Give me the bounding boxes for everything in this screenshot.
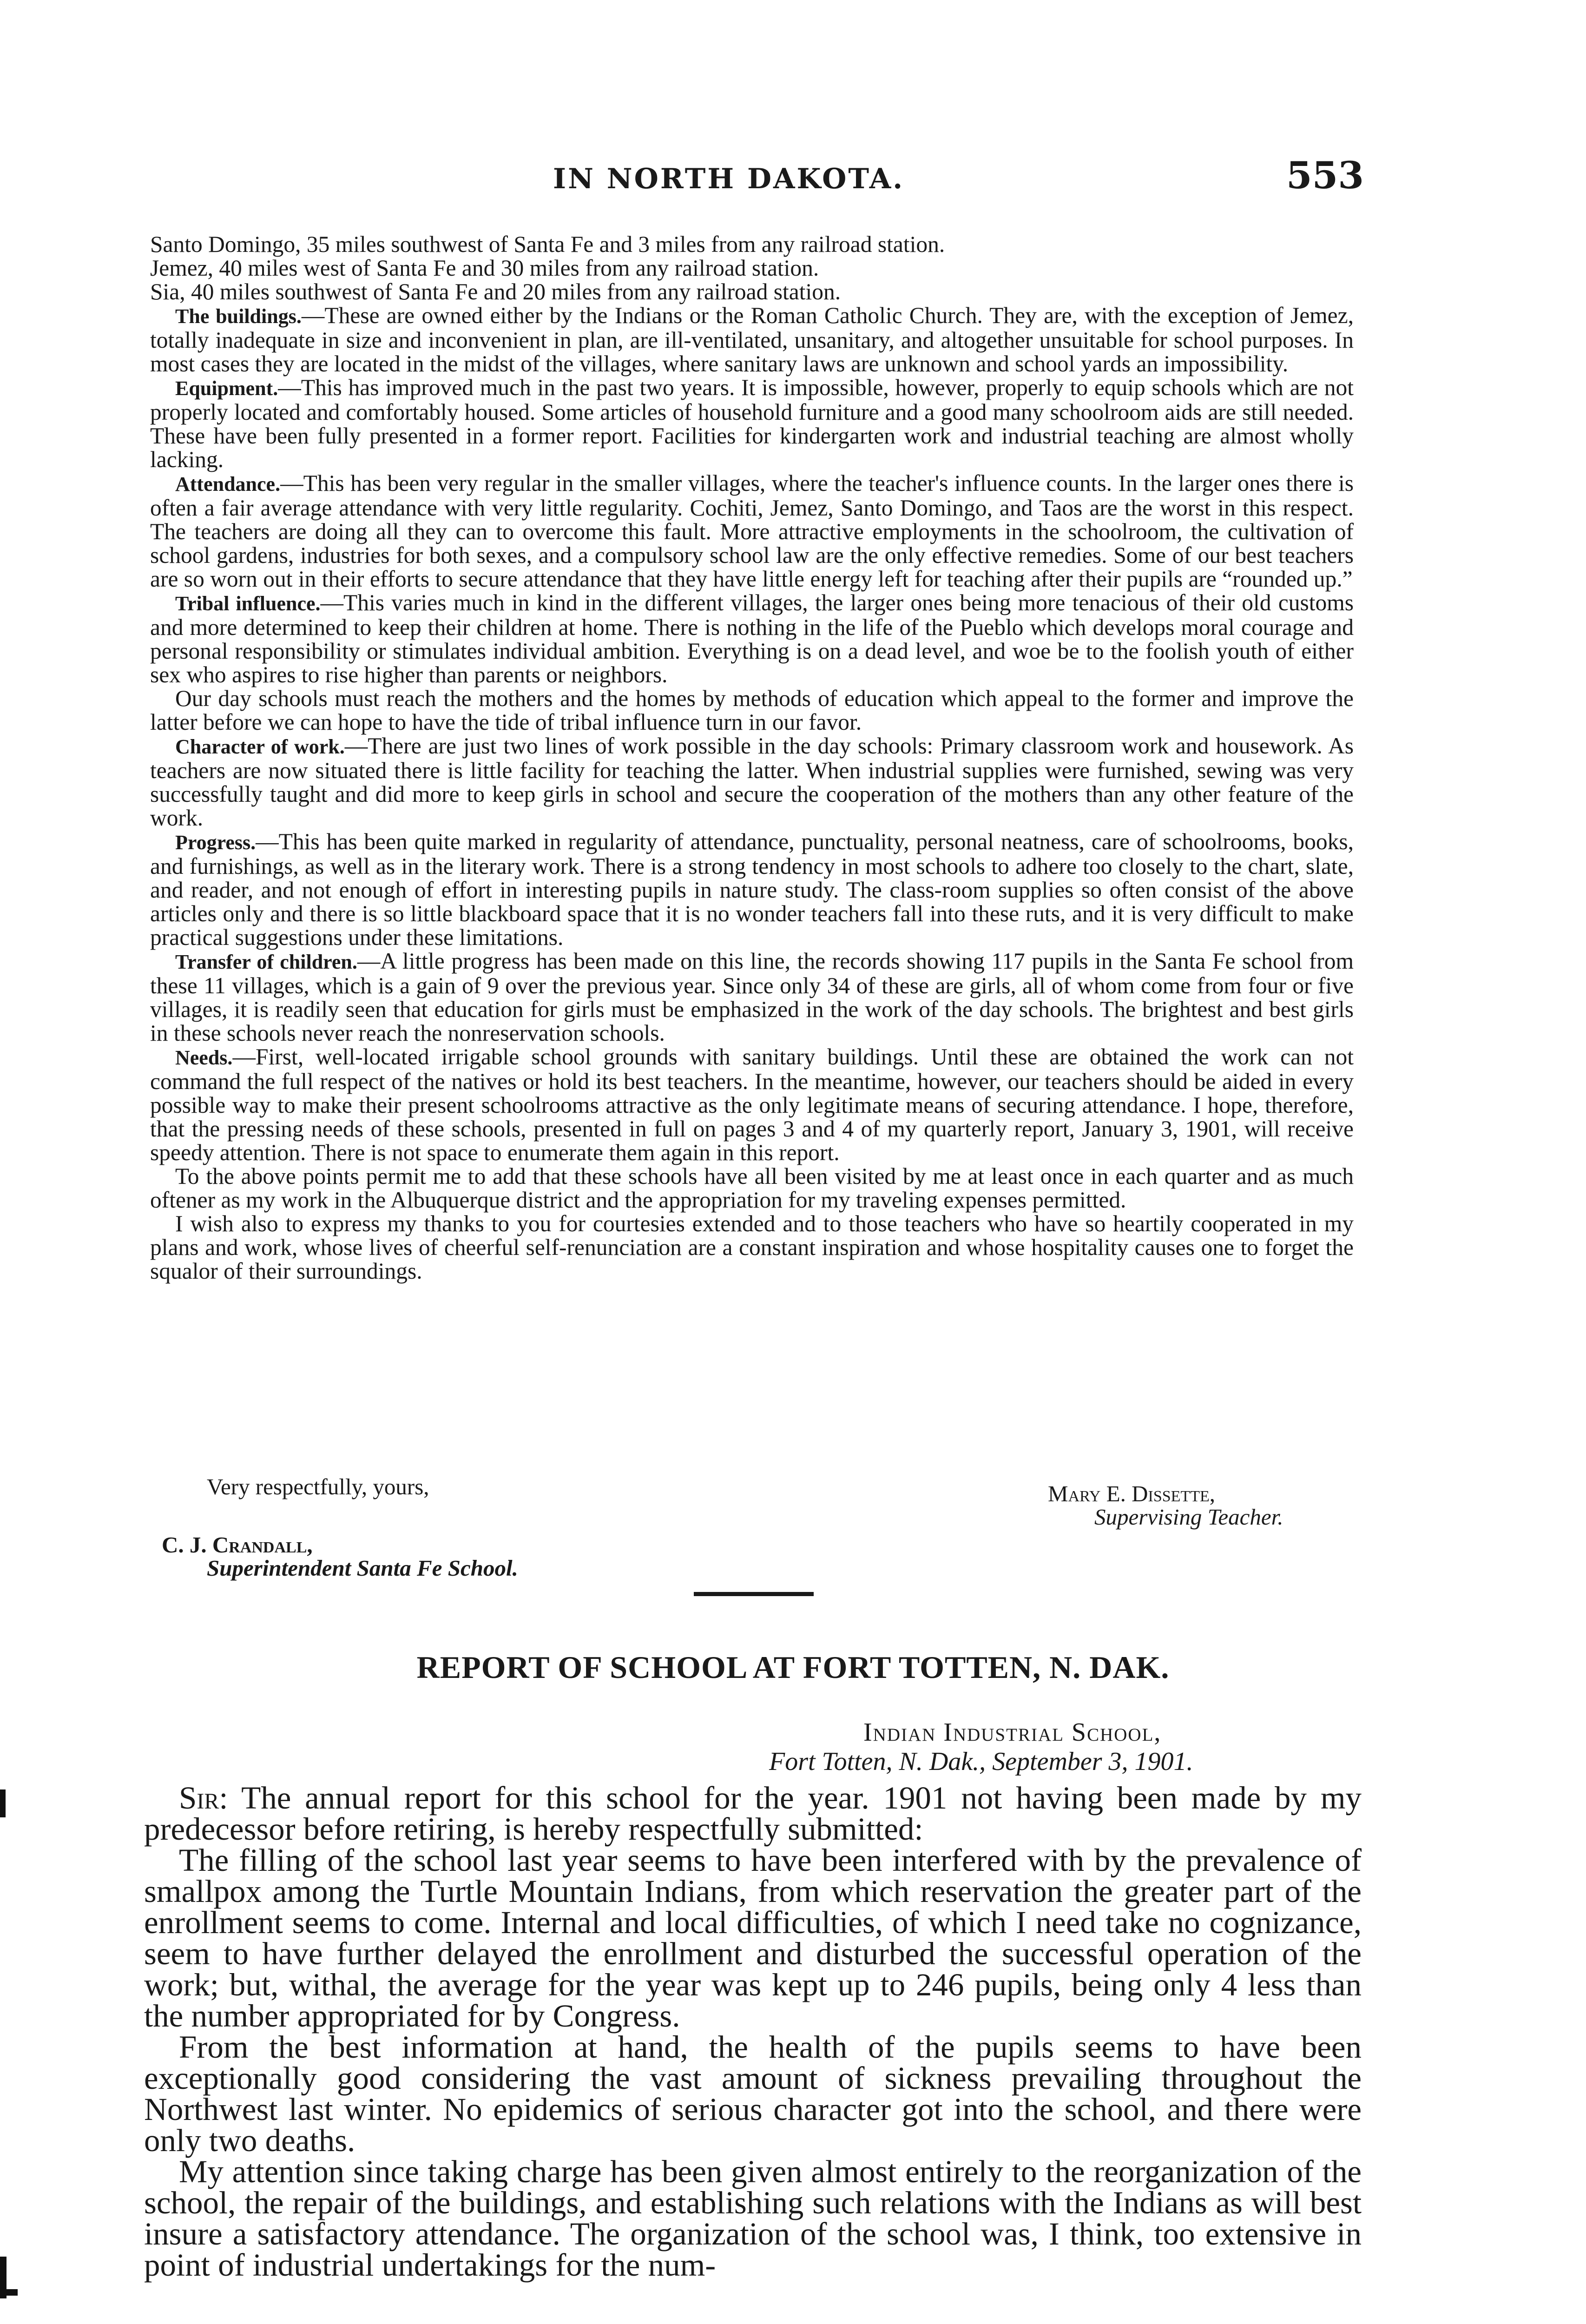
paragraph-transfer: [150, 949, 1354, 1045]
page-number: 553: [1286, 153, 1364, 197]
subheading: Character of work.: [175, 735, 345, 758]
paragraph-text: —This has been quite marked in regularity of attendance, punctuality, personal neatness, care of schoolrooms, books, and furnishings, as well as in the literary work. There is a strong tendency in most schools to adhere too closely to the chart, slate, and reader, and not enough of effort in interesting pupils in nature study. The class-room supplies so often consist of the above articles only and there is so little blackboard space that it is no wonder teachers fall into these ruts, and it is very difficult to make practical suggestions under these limitations.: [150, 829, 1354, 950]
signer-title: Supervising Teacher.: [1094, 1504, 1283, 1530]
village-line: Jemez, 40 miles west of Santa Fe and 30 miles from any railroad station.: [150, 255, 819, 281]
paragraph-above-points: To the above points permit me to add that these schools have all been visited by me at least once in each quarter and as much oftener as my work in the Albuquerque district and the appropriation for my traveling expenses permitted.: [150, 1163, 1354, 1213]
paragraph-text: —This has improved much in the past two years. It is impossible, however, properly to equip schools which are not properly located and comfortably housed. Some articles of household furniture and a good many schoolroom aids are still needed. These have been fully presented in a former report. Facilities for kindergarten work and industrial teaching are almost wholly lacking.: [150, 375, 1354, 472]
subheading: Attendance.: [175, 473, 281, 495]
paragraph-text: —This varies much in kind in the different villages, the larger ones being more tenacious of their old customs and more determined to keep their children at home. There is nothing in the life of the Pueblo which develops moral courage and personal responsibility or stimulates individual ambition. Everything is on a dead level, and woe be to the foolish youth of either sex who aspires to rise higher than parents or neighbors.: [150, 590, 1354, 687]
running-head-title: IN NORTH DAKOTA.: [553, 163, 905, 195]
subheading: Transfer of children.: [175, 951, 357, 973]
margin-scan-mark: [0, 2289, 18, 2296]
paragraph-text: —There are just two lines of work possible in the day schools: Primary classroom work and housework. As teachers are now situated there is little facility for teaching the latter. When industrial supplies were furnished, sewing was very successfully taught and did more to keep girls in school and secure the cooperation of the mothers than any other feature of the work.: [150, 733, 1354, 831]
addressee-name: C. J. Crandall,: [162, 1532, 313, 1558]
paragraph-text: —First, well-located irrigable school grounds with sanitary buildings. Until these are obtained the work can not command the full respect of the natives or hold its best teachers. In the meantime, however, our teachers should be aided in every possible way to make their present schoolrooms attractive as the only legitimate means of securing attendance. I hope, therefore, that the pressing needs of these schools, presented in full on pages 3 and 4 of my quarterly report, January 3, 1901, will receive speedy attention. There is not space to enumerate them again in this report.: [150, 1044, 1354, 1165]
running-head: [0, 153, 1586, 200]
dateline-organization: Indian Industrial School,: [863, 1718, 1162, 1747]
paragraph-text: —A little progress has been made on this line, the records showing 117 pupils in the Santa Fe school from these 11 villages, which is a gain of 9 over the previous year. Since only 34 of these are girls, all of whom come from four or five villages, it is readily seen that education for girls must be emphasized in the work of the day schools. The brightest and best girls in these schools never reach the nonreservation schools.: [150, 948, 1354, 1046]
subheading: Progress.: [175, 831, 256, 854]
signer-name: Mary E. Dissette,: [1048, 1481, 1216, 1506]
paragraph-equipment: [150, 376, 1354, 471]
addressee-title: Superintendent Santa Fe School.: [207, 1555, 518, 1581]
signature-block: [0, 1473, 1586, 1594]
complimentary-close: Very respectfully, yours,: [207, 1474, 429, 1499]
fort-totten-report-body: [144, 1780, 1362, 2283]
paragraph-text: —This has been very regular in the smaller villages, where the teacher's influence counts. In the larger ones there is often a fair average attendance with very little regularity. Cochiti, Jemez, Santo Domingo, and Taos are the worst in this respect. The teachers are doing all they can to overcome this fault. More attractive employments in the schoolroom, the cultivation of school gardens, industries for both sexes, and a compulsory school law are the only effective remedies. Some of our best teachers are so worn out in their efforts to secure attendance that they have little energy left for teaching after their pupils are “rounded up.”: [150, 470, 1354, 592]
paragraph-health: From the best information at hand, the health of the pupils seems to have been exceptionally good considering the vast amount of sickness prevailing throughout the Northwest last winter. No epidemics of serious character got into the school, and there were only two deaths.: [144, 2029, 1362, 2158]
dateline-place-date: Fort Totten, N. Dak., September 3, 1901.: [769, 1747, 1193, 1776]
paragraph-text: —These are owned either by the Indians or the Roman Catholic Church. They are, with the exception of Jemez, totally inadequate in size and inconvenient in plan, are ill-ventilated, unsanitary, and altogether unsuitable for school purposes. In most cases they are located in the midst of the villages, where sanitary laws are unknown and school yards an impossibility.: [150, 303, 1354, 376]
upper-report-body: [150, 232, 1354, 1283]
margin-scan-mark: [0, 1789, 6, 1817]
paragraph-attendance: [150, 471, 1354, 591]
paragraph-progress: [150, 830, 1354, 949]
paragraph-reorganization: My attention since taking charge has been given almost entirely to the reorganization of the school, the repair of the buildings, and establishing such relations with the Indians as will best insure a satisfactory attendance. The organization of the school was, I think, too extensive in point of industrial undertakings for the num-: [144, 2154, 1362, 2283]
paragraph-day-schools: Our day schools must reach the mothers and the homes by methods of education which appeal to the former and improve the latter before we can hope to have the tide of tribal influence turn in our favor.: [150, 686, 1354, 735]
village-line: Santo Domingo, 35 miles southwest of Santa Fe and 3 miles from any railroad station.: [150, 231, 945, 257]
section-title: REPORT OF SCHOOL AT FORT TOTTEN, N. DAK.: [416, 1650, 1170, 1685]
village-line: Sia, 40 miles southwest of Santa Fe and 20 miles from any railroad station.: [150, 279, 841, 304]
paragraph-tribal-influence: [150, 591, 1354, 687]
paragraph-needs: [150, 1045, 1354, 1164]
section-divider: [694, 1592, 814, 1596]
paragraph-thanks: I wish also to express my thanks to you for courtesies extended and to those teachers who have so heartily cooperated in my plans and work, whose lives of cheerful self-renunciation are a constant inspiration and whose hospitality causes one to forget the squalor of their surroundings.: [150, 1211, 1354, 1284]
subheading: Tribal influence.: [175, 592, 321, 615]
paragraph-character-of-work: [150, 734, 1354, 830]
subheading: The buildings.: [175, 305, 302, 328]
salutation: Sir:: [179, 1780, 228, 1816]
paragraph-buildings: [150, 304, 1354, 376]
subheading: Needs.: [175, 1046, 233, 1069]
paragraph-enrollment: The filling of the school last year seems to have been interfered with by the prevalence of smallpox among the Turtle Mountain Indians, from which reservation the greater part of the enrollment seems to come. Internal and local difficulties, of which I need take no cognizance, seem to have further delayed the enrollment and disturbed the successful operation of the work; but, withal, the average for the year was kept up to 246 pupils, being only 4 less than the number appropriated for by Congress.: [144, 1842, 1362, 2034]
paragraph-salutation: [144, 1780, 1362, 1847]
subheading: Equipment.: [175, 377, 278, 400]
paragraph-text: The annual report for this school for the year. 1901 not having been made by my predecessor before retiring, is hereby respectfully submitted:: [144, 1780, 1362, 1847]
